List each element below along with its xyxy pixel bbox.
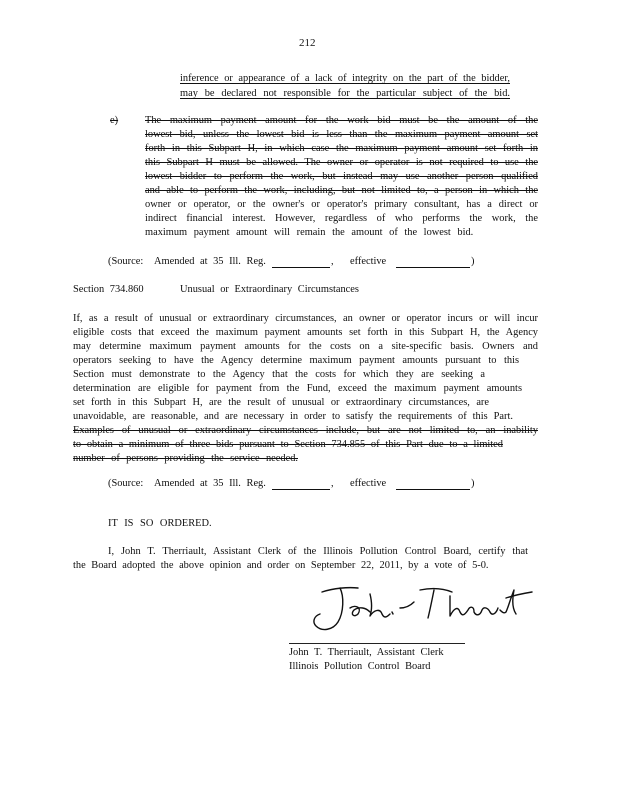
signature-name: John T. Therriault, Assistant Clerk [289,647,444,658]
handwritten-signature [300,578,550,638]
top-block-line-2: may be declared not responsible for the particular subject of the bid. [180,88,510,99]
source-effective: effective [350,256,387,267]
section-number: Section 734.860 [73,284,144,295]
item-e-struck-line: forth in this Subpart H, in which case the maximum payment amount set forth in [145,143,538,154]
section-body-line: determination are eligible for payment from the Fund, exceed the maximum payment amounts [73,383,522,394]
section-body-line: unavoidable, are reasonable, and are necessary in order to satisfy the requirements of this Part. [73,411,513,422]
section-struck-line: number of persons providing the service needed. [73,453,298,464]
source-close: ) [471,478,475,489]
item-e-struck-line: The maximum payment amount for the work bid must be the amount of the [145,115,538,126]
page-number: 212 [299,37,316,49]
source-comma: , [331,478,334,489]
certify-line-2: the Board adopted the above opinion and order on September 22, 2011, by a vote of 5-0. [73,560,489,571]
section-title: Unusual or Extraordinary Circumstances [180,284,359,295]
source-amended: Amended at 35 Ill. Reg. [154,478,266,489]
section-body-line: operators seeking to have the Agency determine maximum payment amounts pursuant to this [73,355,519,366]
item-e-line: indirect financial interest. However, regardless of who performs the work, the [145,213,538,224]
source-effective-blank [396,489,470,490]
section-body-line: set forth in this Subpart H, are the result of unusual or extraordinary circumstances, are [73,397,489,408]
source-label: (Source: [108,478,144,489]
item-e-line: maximum payment amount will remain the amount of the lowest bid. [145,227,474,238]
source-label: (Source: [108,256,144,267]
section-struck-line: Examples of unusual or extraordinary circumstances include, but are not limited to, an inability [73,425,538,436]
item-e-struck-line: this Subpart H must be allowed. The owner or operator is not required to use the [145,157,538,168]
source-comma: , [331,256,334,267]
item-e-line: owner or operator, or the owner's or operator's primary consultant, has a direct or [145,199,538,210]
source-reg-blank [272,267,330,268]
source-effective: effective [350,478,387,489]
source-reg-blank [272,489,330,490]
item-e-struck-line: and able to perform the work, including, but not limited to, a person in which the [145,185,538,196]
item-e-struck-line: lowest bidder to perform the work, but instead may use another person qualified [145,171,538,182]
top-block-line-1: inference or appearance of a lack of integrity on the part of the bidder, [180,73,510,84]
item-e-struck-line: lowest bid, unless the lowest bid is less than the maximum payment amount set [145,129,538,140]
section-body-line: eligible costs that exceed the maximum payment amounts set forth in this Subpart H, the Agency [73,327,538,338]
signature-line [289,643,465,644]
section-body-line: may determine maximum payment amounts for the costs on a site-specific basis. Owners and [73,341,538,352]
source-amended: Amended at 35 Ill. Reg. [154,256,266,267]
source-effective-blank [396,267,470,268]
section-body-line: Section must demonstrate to the Agency that the costs for which they are seeking a [73,369,485,380]
certify-line-1: I, John T. Therriault, Assistant Clerk of the Illinois Pollution Control Board, certify that [108,546,528,557]
source-close: ) [471,256,475,267]
item-e-label: e) [110,115,119,126]
so-ordered: IT IS SO ORDERED. [108,518,212,529]
section-struck-line: to obtain a minimum of three bids pursuant to Section 734.855 of this Part due to a limited [73,439,503,450]
section-body-line: If, as a result of unusual or extraordinary circumstances, an owner or operator incurs or will incur [73,313,538,324]
signature-org: Illinois Pollution Control Board [289,661,431,672]
